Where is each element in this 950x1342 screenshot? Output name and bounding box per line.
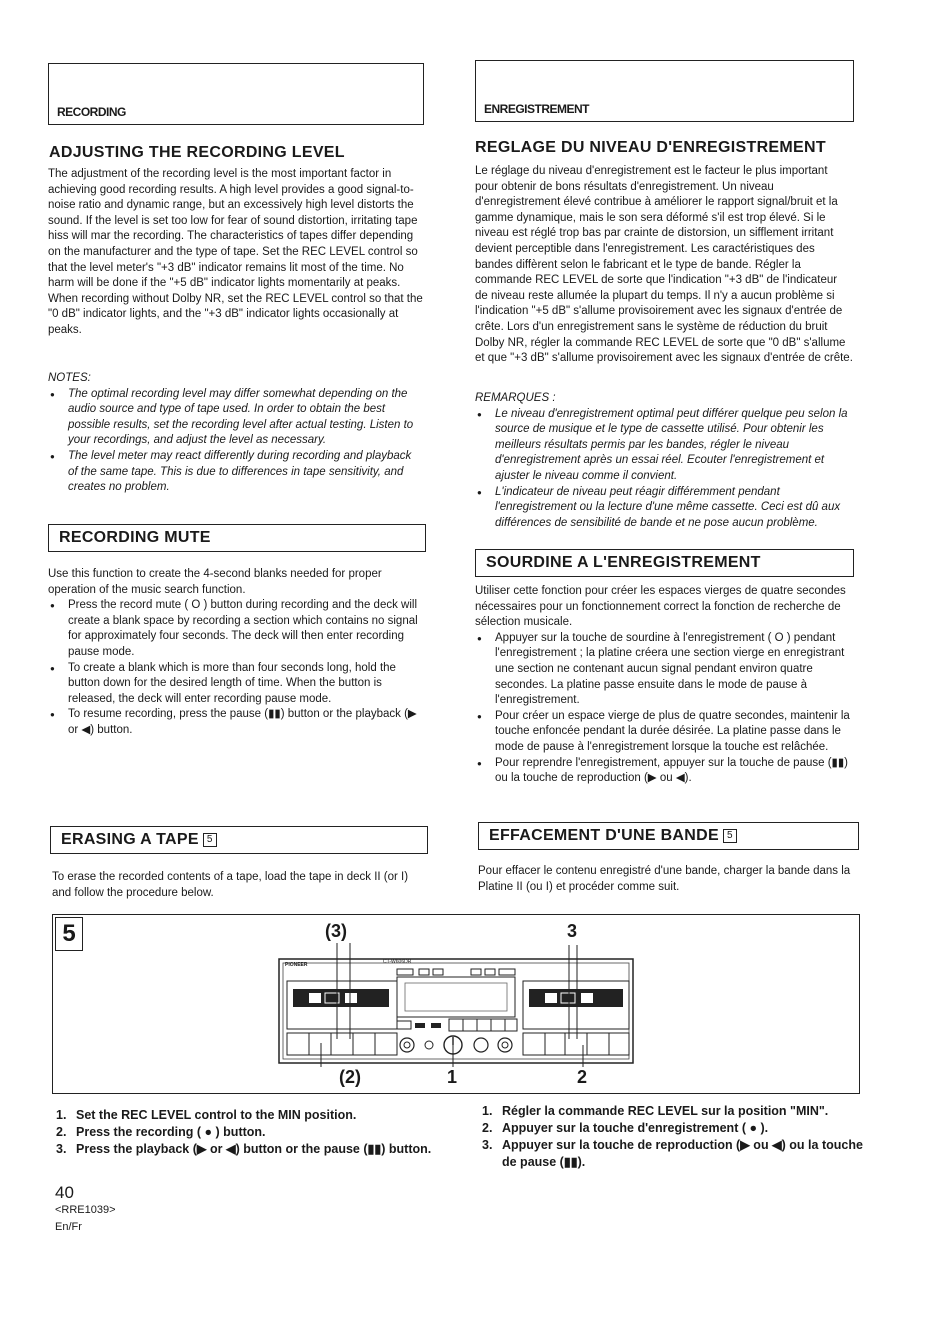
mute-item: ● To create a blank which is more than four seconds long, hold the button down for the desired length of time. When the button is released, the deck will enter recording pause mode. <box>48 661 424 708</box>
erase-title-fr: EFFACEMENT D'UNE BANDE 5 <box>489 827 737 845</box>
page-number: 40 <box>55 1183 74 1202</box>
erase-header-box-en <box>50 826 428 854</box>
mute-item: ● Pour créer un espace vierge de plus de quatre secondes, maintenir la touche enfoncée pendant la durée désirée. La platine passe dans le mode de pause à l'enregistrement lorsque la touche est relâchée. <box>475 709 853 756</box>
notes-fr <box>475 391 853 531</box>
note-item: ● The level meter may react differently during recording and playback of the same tape. This is due to differences in tape sensitivity, and creates no problem. <box>48 449 424 496</box>
section-header-box-en <box>48 63 424 125</box>
language-code: En/Fr <box>55 1221 82 1233</box>
adjust-title-fr: REGLAGE DU NIVEAU D'ENREGISTREMENT <box>475 139 826 156</box>
step-item: 2. Press the recording ( ● ) button. <box>56 1125 266 1139</box>
figure-ref-icon: 5 <box>723 829 737 843</box>
figure-ref-icon: 5 <box>203 833 217 847</box>
callout-label: (2) <box>339 1067 361 1087</box>
adjust-title-en: ADJUSTING THE RECORDING LEVEL <box>49 144 345 161</box>
doc-code: <RRE1039> <box>55 1204 116 1216</box>
mute-item: ● Press the record mute ( O ) button during recording and the deck will create a blank space by recording a section which contains no signal for approximately four seconds. The deck will then enter recording pause mode. <box>48 598 424 660</box>
deck-brand-label: PIONEER <box>285 962 308 968</box>
callout-label: 1 <box>447 1067 458 1087</box>
step-item: 3. Appuyer sur la touche de reproduction (▶ ou ◀) ou la touche de pause (▮▮). <box>482 1138 863 1169</box>
callout-label: 3 <box>567 921 578 941</box>
erase-paragraph: To erase the recorded contents of a tape, load the tape in deck II (or I) and follow the procedure below. <box>52 871 409 899</box>
mute-intro: Utiliser cette fonction pour créer les espaces vierges de quatre secondes nécessaires pour un fonctionnement correct la fonction de recherche de sélection musicale. <box>475 585 846 629</box>
callout-label: (3) <box>325 921 347 941</box>
callout-label: 2 <box>577 1067 588 1087</box>
erase-paragraph: Pour effacer le contenu enregistré d'une bande, charger la bande dans la Platine II (ou I) et procéder comme suit. <box>478 865 851 893</box>
mute-body-fr <box>475 584 853 787</box>
section-header-label: RECORDING <box>57 105 126 119</box>
erase-body-fr <box>478 864 858 895</box>
adjust-paragraph: The adjustment of the recording level is the most important factor in achieving good recording results. A high level provides a good signal-to-noise ratio and dynamic range, but an excessively high level distorts the sound. If the level is set too low for fear of sound distortion, irritating tape hiss will mar the recording. The characteristics of tapes differ depending on the manufacturer and the type of tape. Set the REC LEVEL control so that the level meter's "+3 dB" indicator remains lit most of the time. No harm will be done if the "+5 dB" indicator lights momentarily at peaks. When recording without Dolby NR, set the REC LEVEL control so that the "0 dB" indicator lights, and the "+3 dB" indicator lights occasionally at peaks. <box>48 168 423 336</box>
deck-model-label: CT-W606DR <box>383 959 412 965</box>
erase-title-en: ERASING A TAPE 5 <box>61 831 217 849</box>
adjust-body-en <box>48 167 424 339</box>
adjust-paragraph: Le réglage du niveau d'enregistrement est le facteur le plus important pour obtenir de bons résultats d'enregistrement. Un niveau d'enregistrement élevé contribue à améliorer le rapport signal/bruit et la gamme dynamique, mais le son sera déformé s'il est trop élevé. Si le niveau est réglé trop bas par crainte de distorsion, un sifflement irritant devient perceptible dans l'enregistrement. Les caractéristiques des bandes diffèrent selon le fabricant et le type de bande. Régler la commande REC LEVEL de sorte que l'indication "+3 dB" de l'indicateur de niveau reste allumée la plupart du temps. Il n'y a aucun problème si l'indication "+5 dB" s'allume provisoirement avec les signaux d'entrée de crête. Lors d'un enregistrement sans le système de réduction du bruit Dolby NR, régler la commande REC LEVEL de sorte que "0 dB" s'allume et que "+3 dB" s'allume provisoirement avec les signaux d'entrée de crête. <box>475 165 853 365</box>
step-item: 1. Régler la commande REC LEVEL sur la position "MIN". <box>482 1104 829 1118</box>
mute-item: ● To resume recording, press the pause (▮▮) button or the playback (▶ or ◀) button. <box>48 707 424 738</box>
mute-header-box-fr <box>475 549 854 577</box>
notes-en <box>48 371 424 496</box>
step-item: 1. Set the REC LEVEL control to the MIN position. <box>56 1108 357 1122</box>
mute-item: ● Appuyer sur la touche de sourdine à l'enregistrement ( O ) pendant l'enregistrement ; la platine créera une section vierge en enregistrant une section ne contenant aucun signal pendant environ quatre secondes. La platine passe ensuite dans le mode de pause à l'enregistrement. <box>475 631 853 709</box>
step-item: 3. Press the playback (▶ or ◀) button or the pause (▮▮) button. <box>56 1142 432 1156</box>
step-item: 2. Appuyer sur la touche d'enregistrement ( ● ). <box>482 1121 769 1135</box>
notes-title: NOTES: <box>48 372 91 384</box>
erase-body-en <box>52 870 430 901</box>
mute-intro: Use this function to create the 4-second blanks needed for proper operation of the music search function. <box>48 568 382 596</box>
mute-body-en <box>48 567 424 739</box>
note-item: ● The optimal recording level may differ somewhat depending on the audio source and type of tape used. In order to obtain the best possible results, set the recording level after actual testing. Listen to your recordings, and adjust the level as necessary. <box>48 387 424 449</box>
figure-number: 5 <box>55 917 83 951</box>
steps-fr <box>482 1103 864 1171</box>
section-header-box-fr <box>475 60 854 122</box>
erase-header-box-fr <box>478 822 859 850</box>
figure-5 <box>52 914 860 1094</box>
note-item: ● L'indicateur de niveau peut réagir différemment pendant l'enregistrement ou la lecture d'une même cassette. Ceci est dû aux différences de sensibilité de bande et ne pose aucun problème. <box>475 485 853 532</box>
note-item: ● Le niveau d'enregistrement optimal peut différer quelque peu selon la source de musique et le type de cassette utilisé. Pour obtenir les meilleurs résultats permis par les bandes, régler le niveau d'enregistrement après un essai réel. Ecouter l'enregistrement et ajuster le niveau comme il convient. <box>475 407 853 485</box>
section-header-label: ENREGISTREMENT <box>484 102 590 116</box>
notes-title: REMARQUES : <box>475 392 556 404</box>
mute-title-en: RECORDING MUTE <box>59 529 211 546</box>
mute-title-fr: SOURDINE A L'ENREGISTREMENT <box>486 554 761 571</box>
mute-item: ● Pour reprendre l'enregistrement, appuyer sur la touche de pause (▮▮) ou la touche de reproduction (▶ ou ◀). <box>475 756 853 787</box>
mute-header-box-en <box>48 524 426 552</box>
steps-en <box>56 1107 436 1158</box>
adjust-body-fr <box>475 164 853 367</box>
